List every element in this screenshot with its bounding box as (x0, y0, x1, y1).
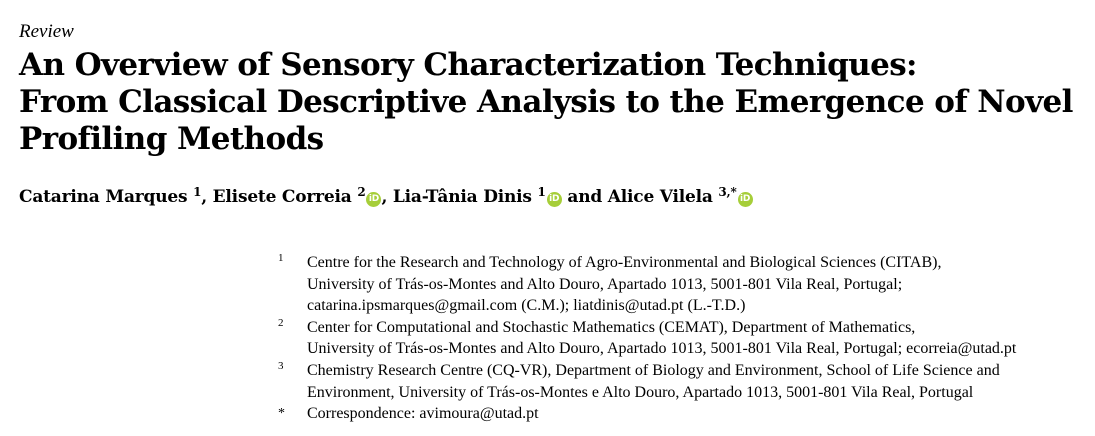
author-affiliation-marker: 1 (537, 185, 546, 199)
author-affiliation-marker: 2 (357, 185, 366, 199)
affiliation-marker: 3 (278, 359, 284, 372)
affiliation-item (278, 317, 1078, 360)
author-name: Elisete Correia (212, 187, 352, 207)
affiliation-marker: 1 (278, 252, 284, 264)
affiliation-line: Centre for the Research and Technology of Agro-Environmental and Biological Sciences (CITAB), (307, 254, 942, 271)
author-separator: , (381, 187, 393, 207)
orcid-icon[interactable]: iD (547, 192, 562, 207)
title-line: An Overview of Sensory Characterization Techniques: (19, 47, 917, 83)
affiliation-item (278, 252, 1078, 317)
affiliation-line: University of Trás-os-Montes and Alto Douro, Apartado 1013, 5001-801 Vila Real, Portugal; (307, 275, 903, 293)
correspondence-marker: * (278, 406, 285, 422)
orcid-icon[interactable]: iD (366, 192, 381, 207)
author-separator: and (561, 187, 608, 207)
author-list (19, 185, 753, 209)
paper-title (19, 47, 1079, 158)
author-affiliation-marker: 1 (193, 185, 202, 199)
affiliations-list (278, 252, 1078, 425)
title-line: Profiling Methods (19, 121, 324, 157)
author-separator: , (201, 187, 213, 207)
affiliation-line: Center for Computational and Stochastic Mathematics (CEMAT), Department of Mathematics, (307, 318, 916, 336)
correspondence-line: Correspondence: avimoura@utad.pt (307, 405, 539, 423)
correspondence-item (278, 403, 1078, 425)
affiliation-line: Environment, University of Trás-os-Montes e Alto Douro, Apartado 1013, 5001-801 Vila Real, Portugal (307, 383, 974, 401)
author-affiliation-marker: 3,* (718, 185, 737, 199)
affiliation-line: University of Trás-os-Montes and Alto Douro, Apartado 1013, 5001-801 Vila Real, Portugal; ecorreia@utad.pt (307, 340, 1017, 358)
affiliation-line: catarina.ipsmarques@gmail.com (C.M.); liatdinis@utad.pt (L.-T.D.) (307, 297, 746, 315)
author-name: Alice Vilela (607, 187, 713, 207)
title-line: From Classical Descriptive Analysis to the Emergence of Novel (19, 84, 1073, 120)
article-type-label: Review (19, 21, 74, 42)
orcid-icon[interactable]: iD (738, 192, 753, 207)
affiliation-item (278, 360, 1078, 403)
affiliation-line: Chemistry Research Centre (CQ-VR), Department of Biology and Environment, School of Life Science and (307, 361, 1000, 379)
affiliation-marker: 2 (278, 316, 284, 329)
author-name: Catarina Marques (19, 187, 188, 207)
author-name: Lia-Tânia Dinis (392, 187, 532, 207)
